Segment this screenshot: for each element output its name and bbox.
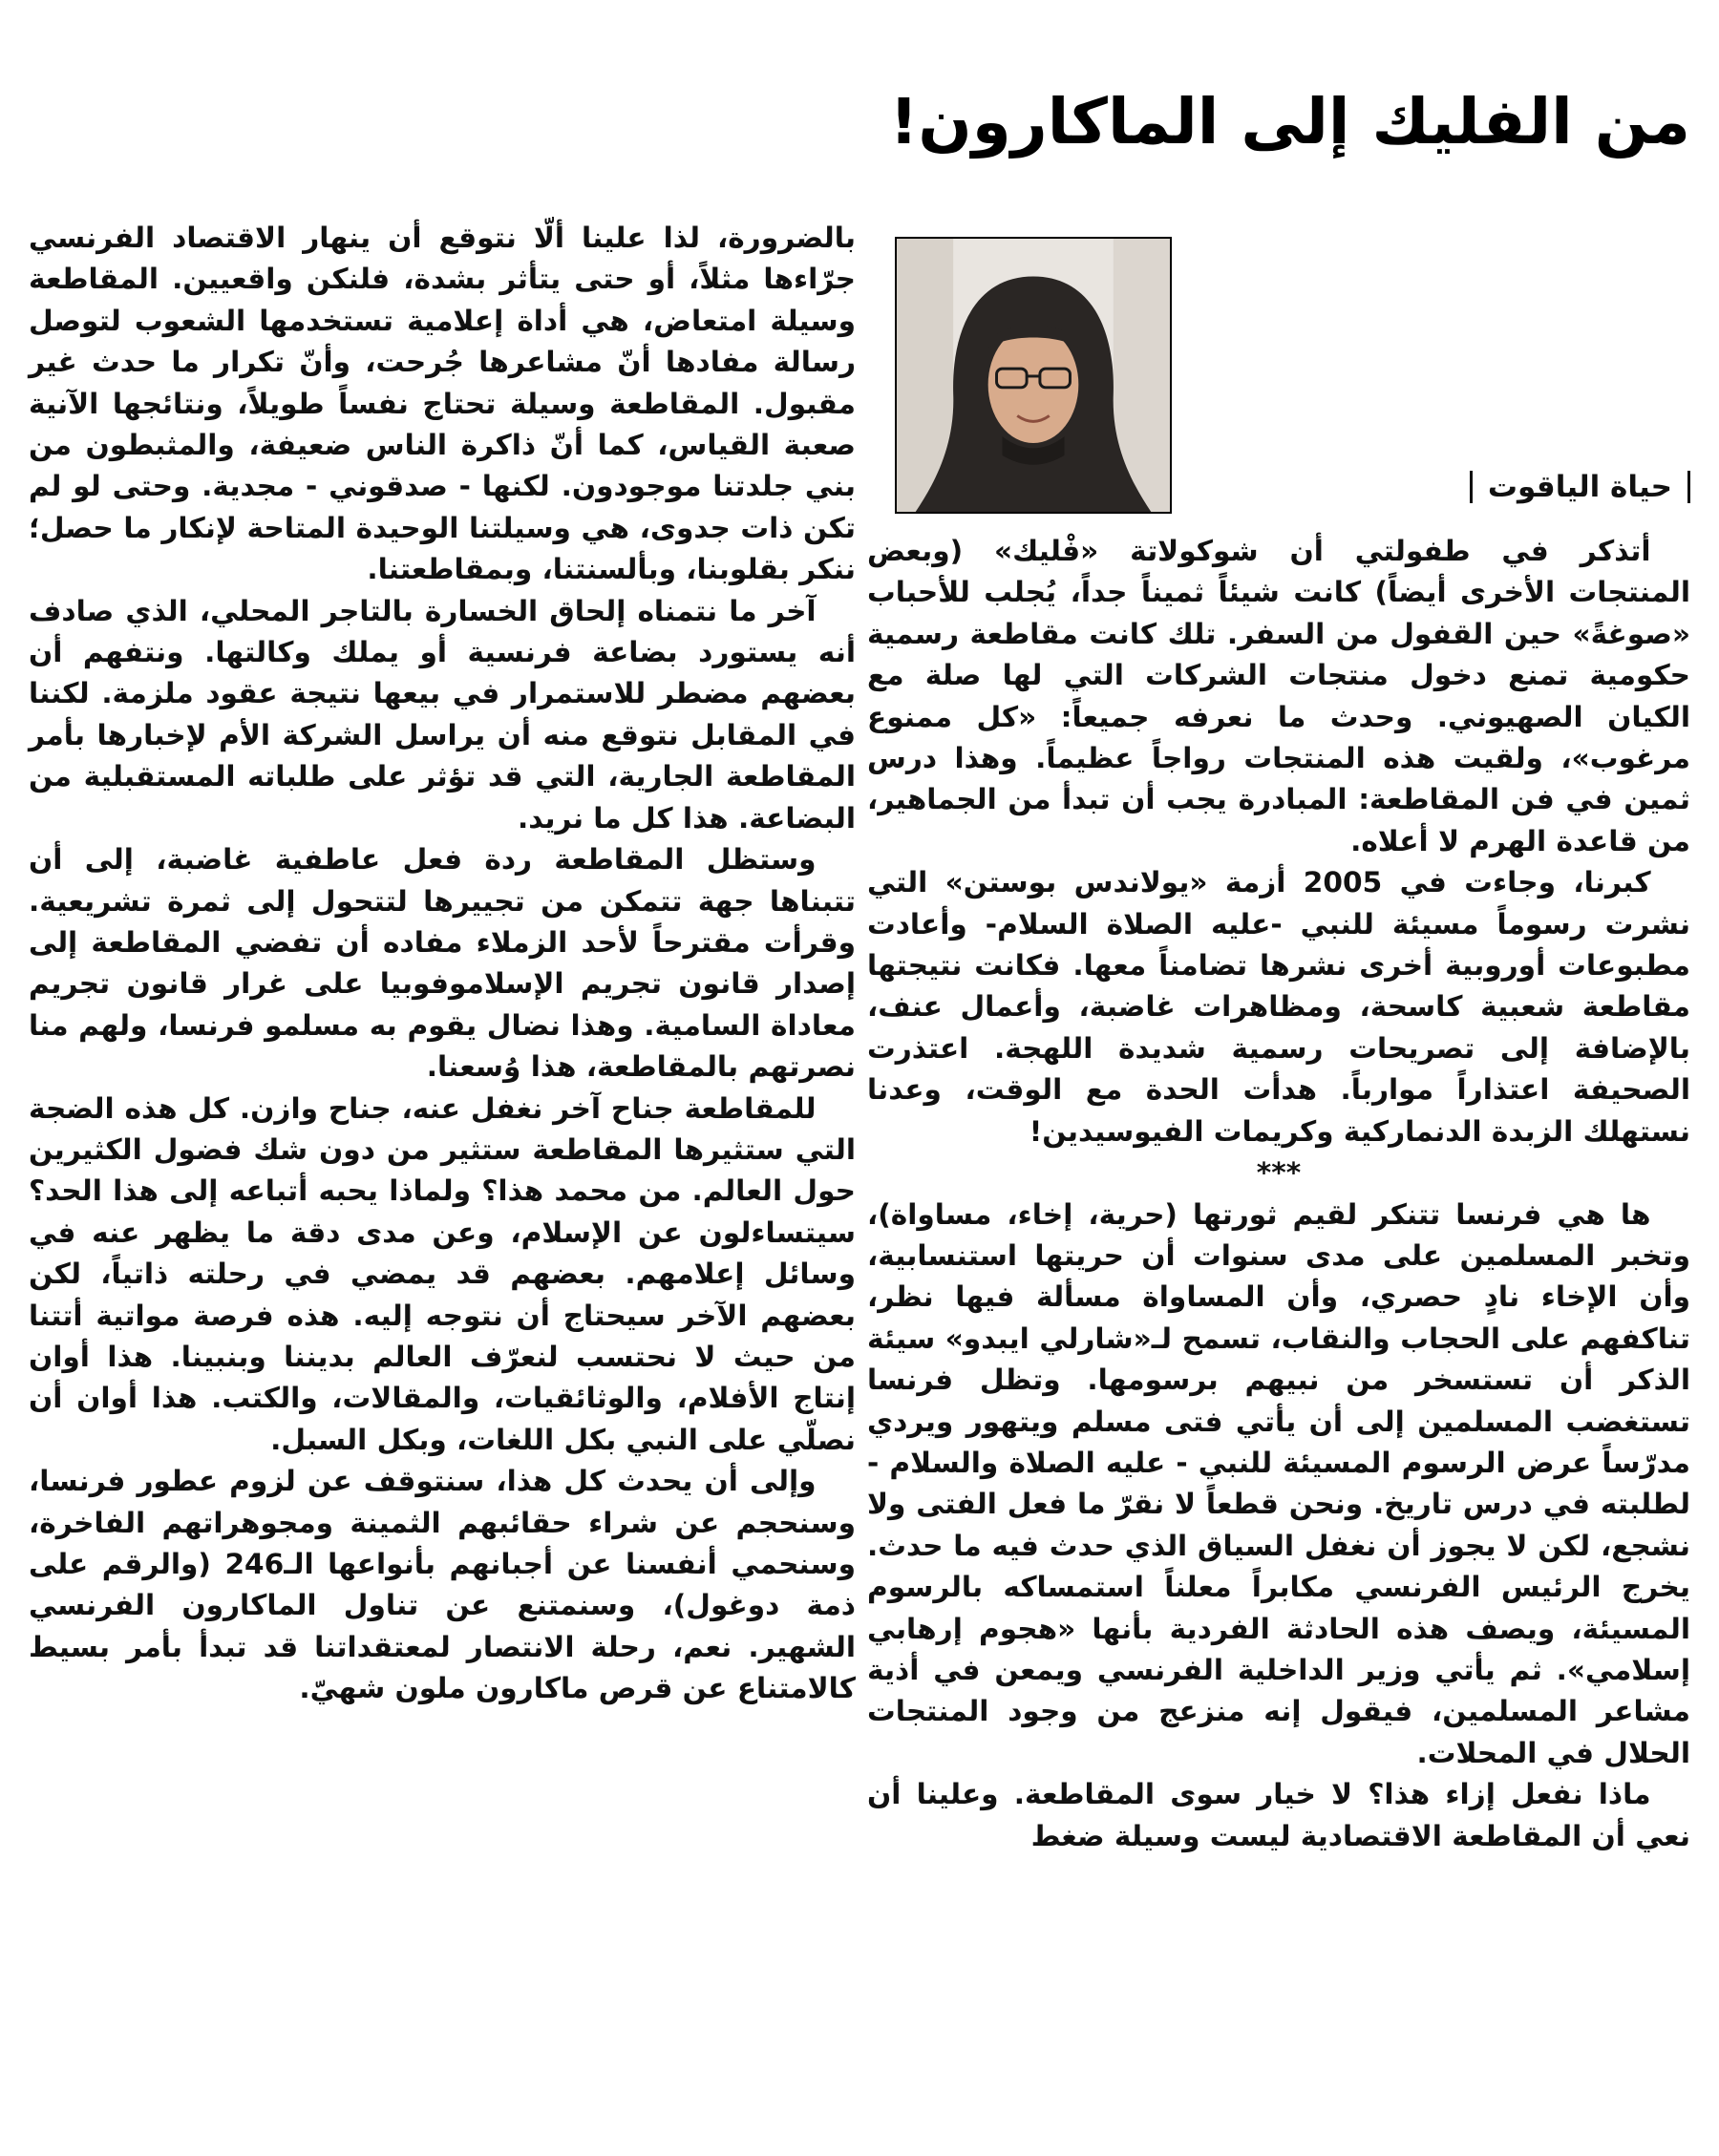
paragraph: أتذكر في طفولتي أن شوكولاتة «فْليك» (وبعض المنتجات الأخرى أيضاً) كانت شيئاً ثميناً جداً، يُجلب للأحباب «صوغةً» حين القفول من السفر. تلك كانت مقاطعة رسمية حكومية تمنع دخول منتجات الشركات التي لها صلة مع الكيان الصهيوني. وحدث ما نعرفه جميعاً: «كل ممنوع مرغوب»، ولقيت هذه المنتجات رواجاً عظيماً. وهذا درس ثمين في فن المقاطعة: المبادرة يجب أن تبدأ من الجماهير، من قاعدة الهرم لا أعلاه. — [867, 535, 1690, 857]
author-byline — [1470, 464, 1690, 510]
article-headline: من الفليك إلى الماكارون! — [889, 85, 1690, 159]
author-name: حياة الياقوت — [1487, 470, 1672, 504]
article-column-right — [867, 531, 1690, 1857]
paragraph: وإلى أن يحدث كل هذا، سنتوقف عن لزوم عطور فرنسا، وسنحجم عن شراء حقائبهم الثمينة ومجوهراتهم الفاخرة، وسنحمي أنفسنا عن أجبانهم بأنواعها الـ246 (والرقم على ذمة دوغول)، وسنمتنع عن تناول الماكارون الفرنسي الشهير. نعم، رحلة الانتصار لمعتقداتنا قد تبدأ بأمر بسيط كالامتناع عن قرص ماكارون ملون شهيّ. — [29, 1465, 857, 1705]
author-photo-illustration — [897, 239, 1170, 512]
paragraph: ماذا نفعل إزاء هذا؟ لا خيار سوى المقاطعة. وعلينا أن نعي أن المقاطعة الاقتصادية ليست وسيلة ضغط — [867, 1778, 1690, 1852]
byline-divider — [1470, 471, 1473, 503]
paragraph: ها هي فرنسا تتنكر لقيم ثورتها (حرية، إخاء، مساواة)، وتخبر المسلمين على مدى سنوات أن حريتها استنسابية، وأن الإخاء نادٍ حصري، وأن المساواة مسألة فيها نظر، تناكفهم على الحجاب والنقاب، تسمح لـ«شارلي ايبدو» سيئة الذكر أن تستسخر من نبيهم برسومها. وتظل فرنسا تستغضب المسلمين إلى أن يأتي فتى مسلم ويتهور ويردي مدرّساً عرض الرسوم المسيئة للنبي - عليه الصلاة والسلام - لطلبته في درس تاريخ. ونحن قطعاً لا نقرّ ما فعل الفتى ولا نشجع، لكن لا يجوز أن نغفل السياق الذي حدث فيه ما حدث. يخرج الرئيس الفرنسي مكابراً معلناً استمساكه بالرسوم المسيئة، ويصف هذه الحادثة الفردية بأنها «هجوم إرهابي إسلامي». ثم يأتي وزير الداخلية الفرنسي ويمعن في أذية مشاعر المسلمين، فيقول إنه منزعج من وجود المنتجات الحلال في المحلات. — [867, 1197, 1690, 1769]
byline-divider — [1687, 471, 1690, 503]
paragraph: كبرنا، وجاءت في 2005 أزمة «يولاندس بوستن» التي نشرت رسوماً مسيئة للنبي -عليه الصلاة السلام- وأعادت مطبوعات أوروبية أخرى نشرها تضامناً معها. فكانت نتيجتها مقاطعة شعبية كاسحة، ومظاهرات غاضبة، وأعمال عنف، بالإضافة إلى تصريحات رسمية شديدة اللهجة. اعتذرت الصحيفة اعتذاراً موارباً. هدأت الحدة مع الوقت، وعدنا نستهلك الزبدة الدنماركية وكريمات الفيوسيدين! — [867, 866, 1690, 1148]
paragraph: للمقاطعة جناح آخر نغفل عنه، جناح وازن. كل هذه الضجة التي ستثيرها المقاطعة ستثير من دون شك فضول الكثيرين حول العالم. من محمد هذا؟ ولماذا يحبه أتباعه إلى هذا الحد؟ سيتساءلون عن الإسلام، وعن مدى دقة ما يظهر عنه في وسائل إعلامهم. بعضهم قد يمضي في رحلته ذاتياً، لكن بعضهم الآخر سيحتاج أن نتوجه إليه. هذه فرصة مواتية أتتنا من حيث لا نحتسب لنعرّف العالم بديننا وبنبينا. هذا أوان إنتاج الأفلام، والوثائقيات، والمقالات، والكتب. هذا أوان أن نصلّي على النبي بكل اللغات، وبكل السبل. — [29, 1091, 856, 1456]
section-separator: *** — [1256, 1156, 1302, 1190]
paragraph: بالضرورة، لذا علينا ألّا نتوقع أن ينهار الاقتصاد الفرنسي جرّاءها مثلاً، أو حتى يتأثر بشدة، فلنكن واقعيين. المقاطعة وسيلة امتعاض، هي أداة إعلامية تستخدمها الشعوب لتوصل رسالة مفادها أنّ مشاعرها جُرحت، وأنّ تكرار ما حدث غير مقبول. المقاطعة وسيلة تحتاج نفساً طويلاً، ونتائجها الآنية صعبة القياس، كما أنّ ذاكرة الناس ضعيفة، والمثبطون من بني جلدتنا موجودون. لكنها - صدقوني - مجدية. وحتى لو لم تكن ذات جدوى، هي وسيلتنا الوحيدة المتاحة لإنكار ما حصل؛ ننكر بقلوبنا، وبألسنتنا، وبمقاطعتنا. — [29, 222, 856, 586]
author-photo — [895, 237, 1172, 514]
paragraph: وستظل المقاطعة ردة فعل عاطفية غاضبة، إلى أن تتبناها جهة تتمكن من تجييرها لتتحول إلى ثمرة تشريعية. وقرأت مقترحاً لأحد الزملاء مفاده أن تفضي المقاطعة إلى إصدار قانون تجريم الإسلاموفوبيا على غرار قانون تجريم معاداة السامية. وهذا نضال يقوم به مسلمو فرنسا، ولهم منا نصرتهم بالمقاطعة، هذا وُسعنا. — [29, 843, 856, 1084]
article-column-left — [29, 218, 856, 1710]
paragraph: آخر ما نتمناه إلحاق الخسارة بالتاجر المحلي، الذي صادف أنه يستورد بضاعة فرنسية أو يملك وكالتها. ونتفهم أن بعضهم مضطر للاستمرار في بيعها نتيجة عقود ملزمة. لكننا في المقابل نتوقع منه أن يراسل الشركة الأم لإخبارها بأمر المقاطعة الجارية، التي قد تؤثر على طلباته المستقبلية من البضاعة. هذا كل ما نريد. — [29, 594, 856, 835]
